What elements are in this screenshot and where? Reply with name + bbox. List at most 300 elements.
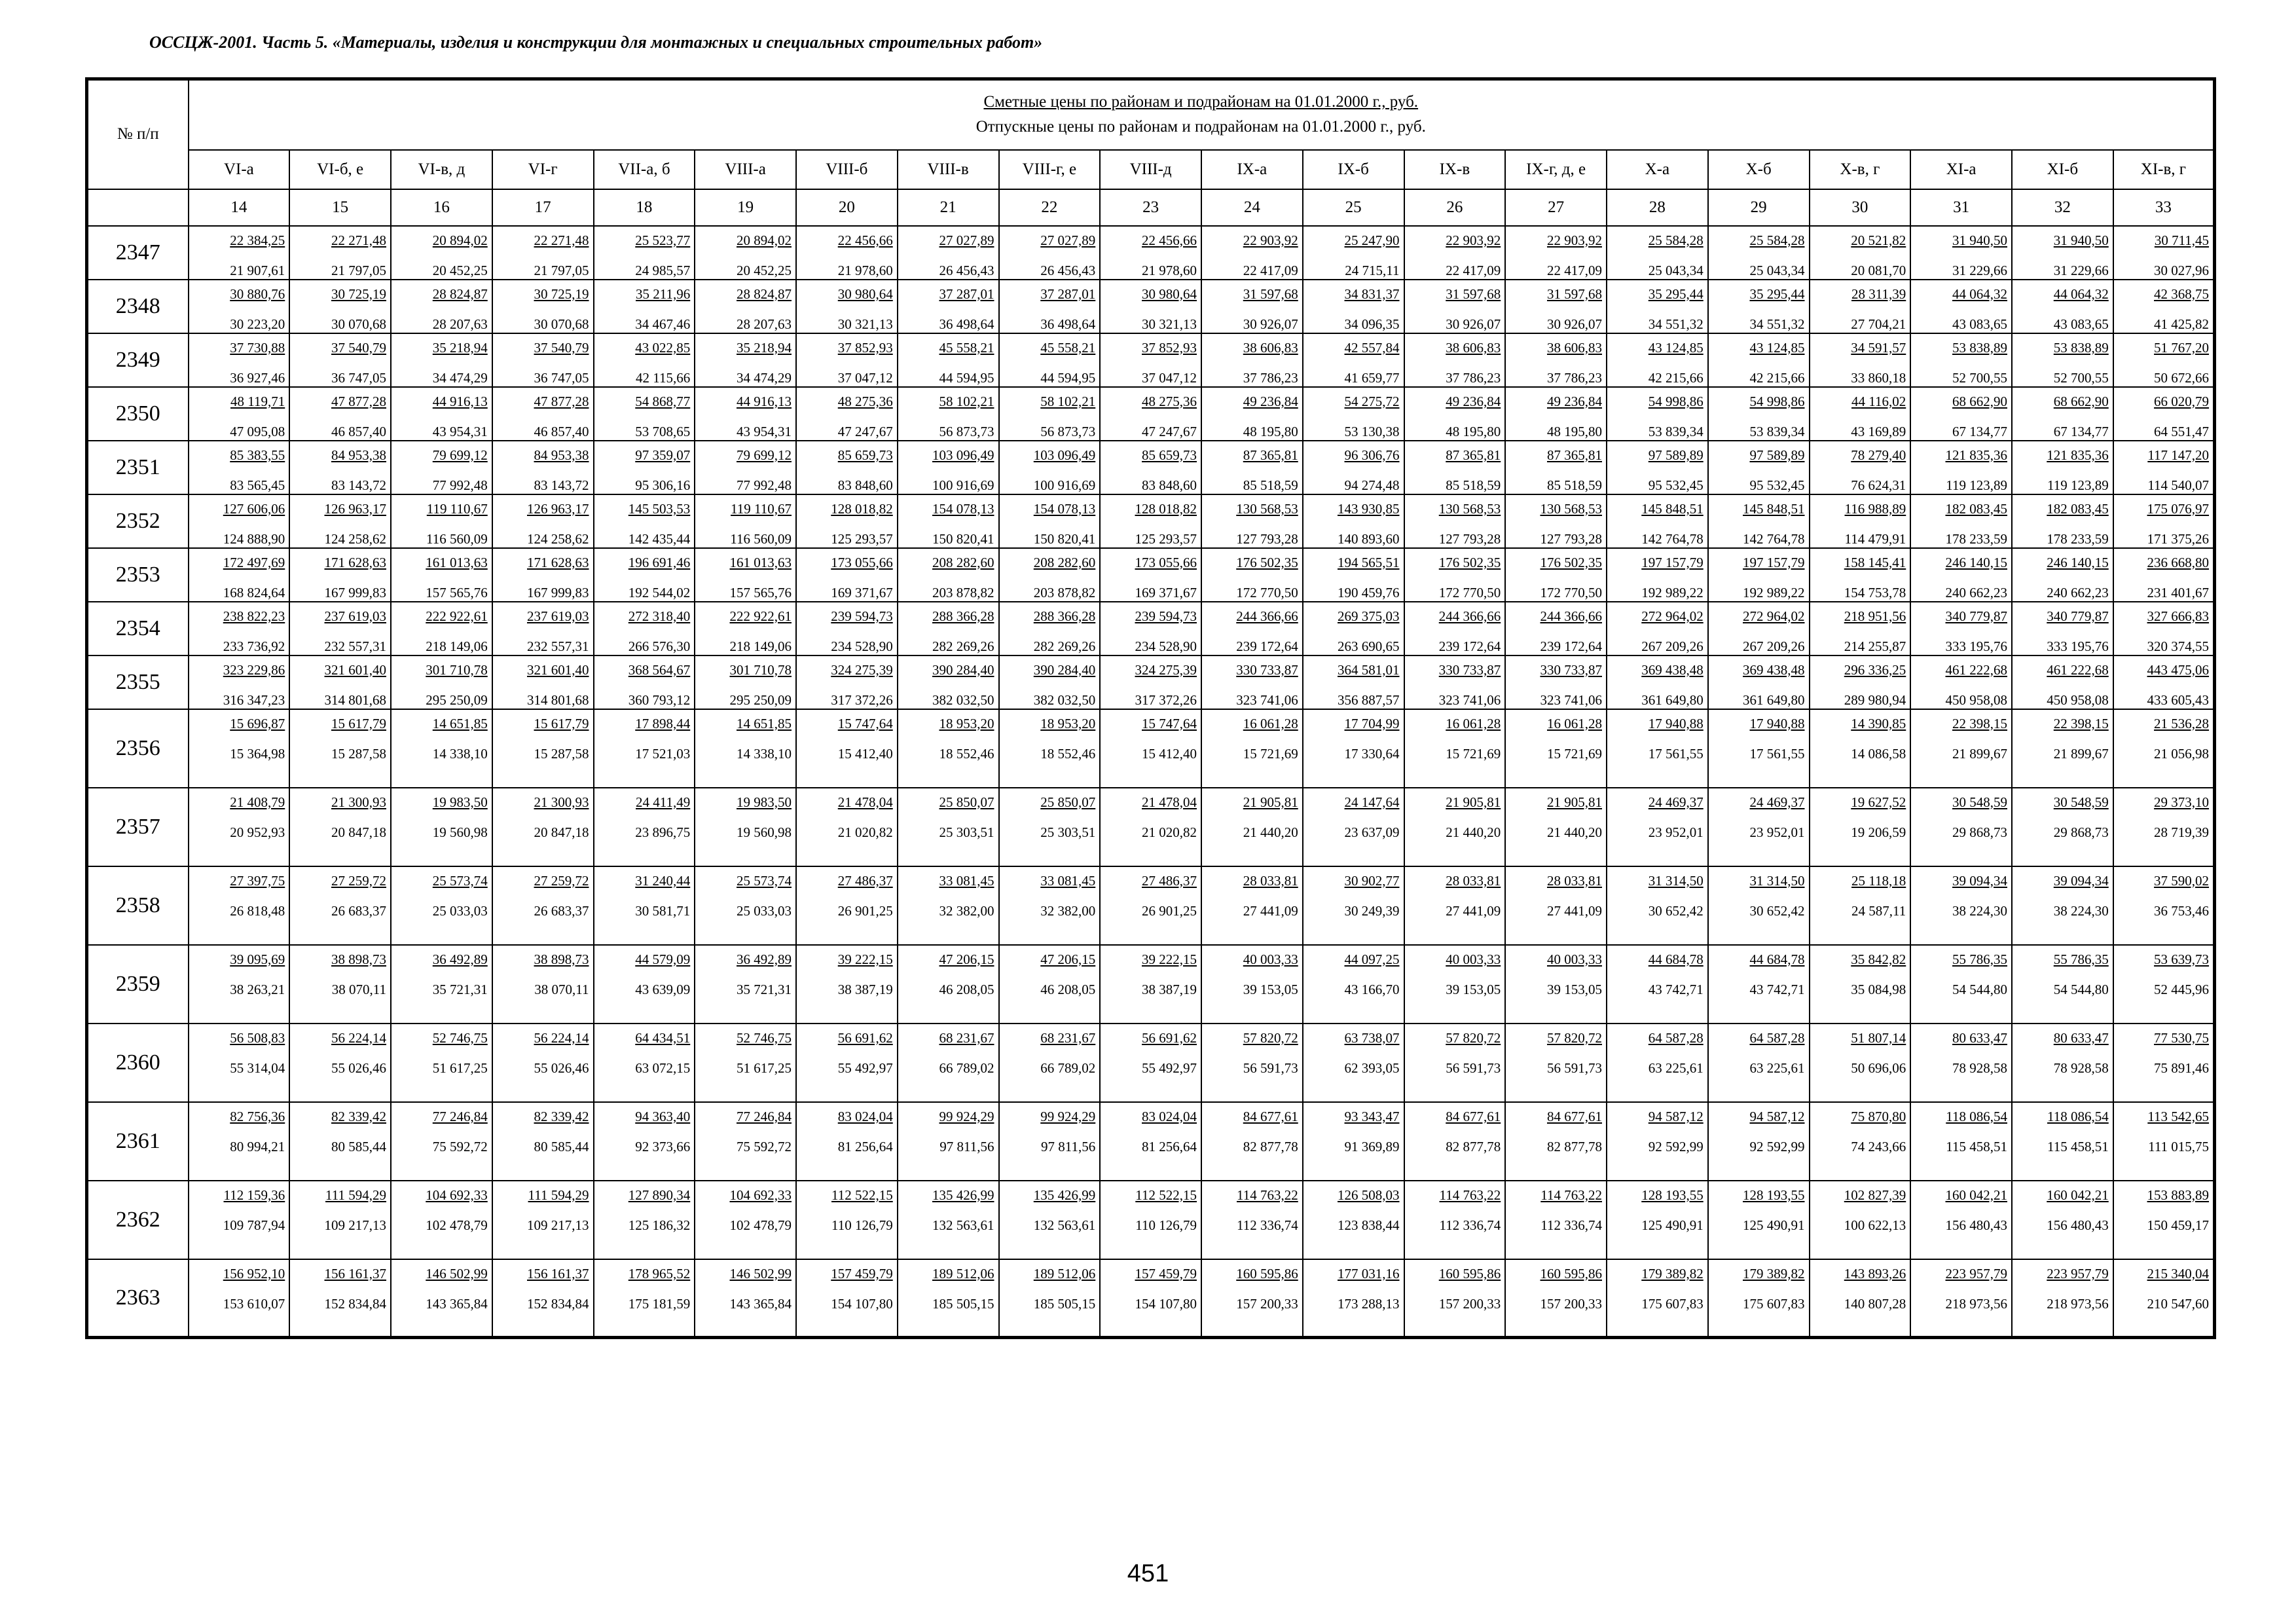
price-cell <box>2113 709 2215 788</box>
price-cell <box>1708 1181 1810 1259</box>
price-cell <box>1303 1024 1404 1102</box>
release-price: 15 412,40 <box>837 745 893 762</box>
estimate-price: 20 521,82 <box>1851 232 1906 248</box>
estimate-price: 31 240,44 <box>635 872 691 889</box>
price-cell <box>695 548 796 602</box>
release-price: 30 249,39 <box>1344 902 1400 919</box>
title-row <box>87 79 2215 150</box>
price-cell <box>1201 1102 1303 1181</box>
release-price: 124 888,90 <box>223 530 285 547</box>
price-cell <box>1810 333 1911 387</box>
estimate-price: 77 246,84 <box>432 1108 488 1124</box>
price-cell <box>1505 866 1607 945</box>
release-price: 43 742,71 <box>1648 981 1704 997</box>
price-cell <box>1607 945 1708 1024</box>
price-cell <box>1303 602 1404 655</box>
estimate-price: 160 595,86 <box>1438 1265 1501 1282</box>
release-price: 175 607,83 <box>1743 1295 1805 1312</box>
release-price: 23 952,01 <box>1749 824 1805 840</box>
column-number-blank <box>87 189 189 226</box>
price-cell <box>594 709 695 788</box>
estimate-price: 18 953,20 <box>1040 715 1096 731</box>
release-price: 157 565,76 <box>426 584 488 600</box>
release-price: 142 764,78 <box>1743 530 1805 547</box>
estimate-price: 22 903,92 <box>1446 232 1501 248</box>
district-header: VIII-г, е <box>999 150 1101 189</box>
price-cell <box>1404 333 1506 387</box>
release-price: 92 592,99 <box>1648 1138 1704 1154</box>
release-price: 127 793,28 <box>1438 530 1501 547</box>
release-price: 37 047,12 <box>837 369 893 386</box>
column-number: 24 <box>1201 189 1303 226</box>
estimate-price: 143 930,85 <box>1338 500 1400 517</box>
release-price: 15 412,40 <box>1142 745 1197 762</box>
estimate-price: 161 013,63 <box>729 554 792 570</box>
price-cell <box>1303 1181 1404 1259</box>
estimate-price: 296 336,25 <box>1844 661 1906 678</box>
price-cell <box>189 494 290 548</box>
estimate-price: 197 157,79 <box>1641 554 1704 570</box>
estimate-price: 44 916,13 <box>432 393 488 409</box>
price-cell <box>1810 226 1911 280</box>
price-cell <box>1910 226 2012 280</box>
estimate-price: 64 587,28 <box>1648 1029 1704 1046</box>
estimate-price: 22 398,15 <box>1952 715 2007 731</box>
release-price: 21 907,61 <box>230 262 285 278</box>
estimate-price: 27 259,72 <box>534 872 589 889</box>
estimate-price: 130 568,53 <box>1236 500 1298 517</box>
price-cell <box>796 602 898 655</box>
document-header: ОССЦЖ-2001. Часть 5. «Материалы, изделия и конструкции для монтажных и специальных строительных работ» <box>149 33 1043 52</box>
release-price: 178 233,59 <box>1945 530 2007 547</box>
estimate-price: 80 633,47 <box>2053 1029 2109 1046</box>
release-price: 46 857,40 <box>331 423 386 439</box>
estimate-price: 126 963,17 <box>527 500 589 517</box>
estimate-price: 31 597,68 <box>1446 286 1501 302</box>
release-price: 38 224,30 <box>1952 902 2007 919</box>
estimate-price: 21 300,93 <box>331 794 386 810</box>
release-price: 192 989,22 <box>1743 584 1805 600</box>
price-cell <box>1100 1259 1201 1338</box>
price-cell <box>2113 333 2215 387</box>
release-price: 38 070,11 <box>331 981 386 997</box>
estimate-price: 113 542,65 <box>2147 1108 2210 1124</box>
price-cell <box>189 709 290 788</box>
release-price: 15 364,98 <box>230 745 285 762</box>
price-cell <box>695 494 796 548</box>
release-price: 100 916,69 <box>1033 477 1096 493</box>
column-number: 16 <box>391 189 492 226</box>
release-price: 172 770,50 <box>1236 584 1298 600</box>
release-price: 19 560,98 <box>432 824 488 840</box>
estimate-price: 97 589,89 <box>1749 447 1805 463</box>
estimate-price: 83 024,04 <box>837 1108 893 1124</box>
estimate-price: 22 271,48 <box>534 232 589 248</box>
estimate-price: 53 838,89 <box>1952 339 2007 356</box>
price-cell <box>1910 1024 2012 1102</box>
estimate-price: 56 691,62 <box>1142 1029 1197 1046</box>
release-price: 169 371,67 <box>831 584 893 600</box>
release-price: 36 753,46 <box>2154 902 2210 919</box>
column-number: 25 <box>1303 189 1404 226</box>
table-row <box>87 387 2215 441</box>
price-cell <box>289 226 391 280</box>
price-cell <box>594 655 695 709</box>
estimate-price: 103 096,49 <box>1033 447 1096 463</box>
price-cell <box>189 548 290 602</box>
estimate-price: 27 027,89 <box>939 232 994 248</box>
estimate-price: 146 502,99 <box>729 1265 792 1282</box>
price-cell <box>189 1102 290 1181</box>
release-price: 35 721,31 <box>432 981 488 997</box>
estimate-price: 48 275,36 <box>837 393 893 409</box>
estimate-price: 58 102,21 <box>1040 393 1096 409</box>
estimate-price: 49 236,84 <box>1446 393 1501 409</box>
estimate-price: 21 478,04 <box>1142 794 1197 810</box>
estimate-price: 56 508,83 <box>230 1029 285 1046</box>
estimate-price: 25 850,07 <box>939 794 994 810</box>
price-cell <box>898 494 999 548</box>
release-price: 218 973,56 <box>2047 1295 2109 1312</box>
release-price: 82 877,78 <box>1243 1138 1298 1154</box>
estimate-price: 54 998,86 <box>1648 393 1704 409</box>
release-price: 97 811,56 <box>939 1138 994 1154</box>
release-price: 124 258,62 <box>324 530 386 547</box>
estimate-price: 143 893,26 <box>1844 1265 1906 1282</box>
release-price: 66 789,02 <box>939 1060 994 1076</box>
release-price: 295 250,09 <box>426 692 488 708</box>
release-price: 47 247,67 <box>1142 423 1197 439</box>
price-cell <box>2012 602 2113 655</box>
estimate-price: 40 003,33 <box>1446 951 1501 967</box>
release-price: 52 700,55 <box>1952 369 2007 386</box>
estimate-price: 45 558,21 <box>1040 339 1096 356</box>
estimate-price: 53 838,89 <box>2053 339 2109 356</box>
price-cell <box>2113 387 2215 441</box>
price-cell <box>1505 1181 1607 1259</box>
estimate-price: 68 662,90 <box>1952 393 2007 409</box>
price-cell <box>796 226 898 280</box>
release-price: 178 233,59 <box>2047 530 2109 547</box>
price-cell <box>1404 709 1506 788</box>
estimate-price: 369 438,48 <box>1743 661 1805 678</box>
price-cell <box>594 602 695 655</box>
estimate-price: 30 902,77 <box>1344 872 1400 889</box>
release-price: 30 652,42 <box>1749 902 1805 919</box>
price-cell <box>2113 1259 2215 1338</box>
estimate-price: 239 594,73 <box>1135 608 1197 624</box>
price-cell <box>1201 387 1303 441</box>
price-cell <box>1505 548 1607 602</box>
release-price: 24 715,11 <box>1345 262 1400 278</box>
release-price: 323 741,06 <box>1438 692 1501 708</box>
price-cell <box>2012 441 2113 494</box>
price-cell <box>1100 1102 1201 1181</box>
price-cell <box>1201 280 1303 333</box>
estimate-price: 25 118,18 <box>1851 872 1906 889</box>
estimate-price: 52 746,75 <box>737 1029 792 1046</box>
price-cell <box>796 280 898 333</box>
price-cell <box>999 387 1101 441</box>
estimate-price: 31 940,50 <box>2053 232 2109 248</box>
estimate-price: 49 236,84 <box>1243 393 1298 409</box>
table-row <box>87 280 2215 333</box>
release-price: 63 225,61 <box>1648 1060 1704 1076</box>
release-price: 192 989,22 <box>1641 584 1704 600</box>
price-cell <box>1505 1259 1607 1338</box>
price-cell <box>999 1024 1101 1102</box>
estimate-price: 84 677,61 <box>1243 1108 1298 1124</box>
estimate-price: 175 076,97 <box>2147 500 2210 517</box>
price-cell <box>1708 655 1810 709</box>
estimate-price: 84 677,61 <box>1446 1108 1501 1124</box>
release-price: 169 371,67 <box>1135 584 1197 600</box>
release-price: 109 217,13 <box>324 1217 386 1233</box>
release-price: 140 807,28 <box>1844 1295 1906 1312</box>
release-price: 24 587,11 <box>1851 902 1906 919</box>
estimate-price: 244 366,66 <box>1540 608 1602 624</box>
row-number: 2349 <box>87 333 189 387</box>
release-price: 317 372,26 <box>1135 692 1197 708</box>
estimate-price: 44 064,32 <box>1952 286 2007 302</box>
estimate-price: 118 086,54 <box>2047 1108 2109 1124</box>
release-price: 83 143,72 <box>534 477 589 493</box>
price-cell <box>1708 1102 1810 1181</box>
estimate-price: 369 438,48 <box>1641 661 1704 678</box>
release-price: 239 172,64 <box>1438 638 1501 654</box>
price-cell <box>492 1102 594 1181</box>
price-cell <box>2113 548 2215 602</box>
price-cell <box>1201 1024 1303 1102</box>
price-cell <box>189 333 290 387</box>
estimate-price: 27 486,37 <box>1142 872 1197 889</box>
price-cell <box>1303 548 1404 602</box>
release-price: 85 518,59 <box>1446 477 1501 493</box>
release-price: 157 565,76 <box>729 584 792 600</box>
price-cell <box>391 655 492 709</box>
release-price: 67 134,77 <box>1952 423 2007 439</box>
release-price: 56 873,73 <box>939 423 994 439</box>
estimate-price: 218 951,56 <box>1844 608 1906 624</box>
estimate-price: 83 024,04 <box>1142 1108 1197 1124</box>
column-number: 27 <box>1505 189 1607 226</box>
estimate-price: 28 824,87 <box>432 286 488 302</box>
price-cell <box>695 1102 796 1181</box>
release-price: 295 250,09 <box>729 692 792 708</box>
release-price: 15 721,69 <box>1243 745 1298 762</box>
release-price: 24 985,57 <box>635 262 691 278</box>
estimate-price: 37 730,88 <box>230 339 285 356</box>
price-cell <box>289 655 391 709</box>
release-price: 19 560,98 <box>737 824 792 840</box>
release-price: 27 441,09 <box>1547 902 1602 919</box>
price-cell <box>492 945 594 1024</box>
price-cell <box>796 1024 898 1102</box>
release-price: 218 149,06 <box>729 638 792 654</box>
estimate-price: 49 236,84 <box>1547 393 1602 409</box>
price-cell <box>391 1259 492 1338</box>
release-price: 14 086,58 <box>1851 745 1906 762</box>
estimate-price: 39 222,15 <box>1142 951 1197 967</box>
price-cell <box>1100 387 1201 441</box>
estimate-price: 44 097,25 <box>1344 951 1400 967</box>
release-price: 77 992,48 <box>737 477 792 493</box>
release-price: 25 033,03 <box>432 902 488 919</box>
price-cell <box>1810 441 1911 494</box>
price-cell <box>1708 280 1810 333</box>
price-cell <box>1810 709 1911 788</box>
release-price: 110 126,79 <box>1135 1217 1197 1233</box>
estimate-price: 82 756,36 <box>230 1108 285 1124</box>
price-cell <box>492 709 594 788</box>
release-price: 282 269,26 <box>1033 638 1096 654</box>
release-price: 21 056,98 <box>2154 745 2210 762</box>
row-number-header: № п/п <box>87 79 189 189</box>
price-cell <box>1910 280 2012 333</box>
release-price: 20 847,18 <box>331 824 386 840</box>
price-cell <box>189 1181 290 1259</box>
estimate-price: 288 366,28 <box>1033 608 1096 624</box>
estimate-price: 21 905,81 <box>1446 794 1501 810</box>
estimate-price: 40 003,33 <box>1243 951 1298 967</box>
estimate-price: 244 366,66 <box>1236 608 1298 624</box>
release-price: 21 020,82 <box>837 824 893 840</box>
district-header: IX-а <box>1201 150 1303 189</box>
estimate-price: 127 606,06 <box>223 500 285 517</box>
price-cell <box>1708 866 1810 945</box>
column-number: 14 <box>189 189 290 226</box>
price-cell <box>1100 1024 1201 1102</box>
release-price: 282 269,26 <box>932 638 994 654</box>
release-price: 42 215,66 <box>1648 369 1704 386</box>
price-cell <box>492 226 594 280</box>
estimate-price: 246 140,15 <box>2047 554 2109 570</box>
release-price: 31 229,66 <box>1952 262 2007 278</box>
price-cell <box>391 441 492 494</box>
district-header: VII-а, б <box>594 150 695 189</box>
price-cell <box>2113 655 2215 709</box>
release-price: 20 952,93 <box>230 824 285 840</box>
price-cell <box>1100 945 1201 1024</box>
table-row <box>87 1259 2215 1338</box>
estimate-price: 197 157,79 <box>1743 554 1805 570</box>
estimate-price: 37 590,02 <box>2154 872 2210 889</box>
estimate-price: 104 692,33 <box>426 1187 488 1203</box>
estimate-price: 37 852,93 <box>837 339 893 356</box>
release-price: 30 070,68 <box>534 316 589 332</box>
district-header: X-а <box>1607 150 1708 189</box>
price-cell <box>999 866 1101 945</box>
price-cell <box>492 1259 594 1338</box>
price-cell <box>695 945 796 1024</box>
estimate-price: 44 916,13 <box>737 393 792 409</box>
release-price: 127 793,28 <box>1236 530 1298 547</box>
table-row <box>87 709 2215 788</box>
price-cell <box>1505 709 1607 788</box>
estimate-price: 57 820,72 <box>1547 1029 1602 1046</box>
estimate-price: 47 206,15 <box>1040 951 1096 967</box>
estimate-price: 66 020,79 <box>2154 393 2210 409</box>
price-cell <box>1910 387 2012 441</box>
price-cell <box>1810 602 1911 655</box>
estimate-price: 55 786,35 <box>1952 951 2007 967</box>
estimate-price: 94 587,12 <box>1648 1108 1704 1124</box>
price-cell <box>1201 226 1303 280</box>
price-cell <box>1404 1024 1506 1102</box>
release-price: 34 474,29 <box>737 369 792 386</box>
release-price: 111 015,75 <box>2148 1138 2210 1154</box>
price-cell <box>1404 441 1506 494</box>
release-price: 140 893,60 <box>1338 530 1400 547</box>
price-cell <box>189 1024 290 1102</box>
release-price: 263 690,65 <box>1338 638 1400 654</box>
release-price: 15 287,58 <box>331 745 386 762</box>
column-number: 21 <box>898 189 999 226</box>
release-price: 83 848,60 <box>837 477 893 493</box>
estimate-price: 47 877,28 <box>534 393 589 409</box>
price-cell <box>1303 709 1404 788</box>
price-cell <box>1404 655 1506 709</box>
price-cell <box>695 226 796 280</box>
estimate-price: 31 314,50 <box>1749 872 1805 889</box>
release-price: 18 552,46 <box>939 745 994 762</box>
release-price: 34 474,29 <box>432 369 488 386</box>
estimate-price: 44 579,09 <box>635 951 691 967</box>
price-cell <box>1708 1024 1810 1102</box>
estimate-price: 177 031,16 <box>1338 1265 1400 1282</box>
release-price: 14 338,10 <box>737 745 792 762</box>
release-price: 30 652,42 <box>1648 902 1704 919</box>
release-price: 43 954,31 <box>432 423 488 439</box>
price-cell <box>2012 1102 2113 1181</box>
estimate-price: 117 147,20 <box>2147 447 2210 463</box>
release-price: 26 901,25 <box>1142 902 1197 919</box>
estimate-price: 57 820,72 <box>1446 1029 1501 1046</box>
release-price: 239 172,64 <box>1540 638 1602 654</box>
estimate-price: 52 746,75 <box>432 1029 488 1046</box>
price-cell <box>695 709 796 788</box>
price-cell <box>391 709 492 788</box>
estimate-price: 194 565,51 <box>1338 554 1400 570</box>
estimate-price: 196 691,46 <box>628 554 691 570</box>
estimate-price: 37 540,79 <box>534 339 589 356</box>
row-number: 2353 <box>87 548 189 602</box>
estimate-price: 111 594,29 <box>528 1187 589 1203</box>
estimate-price: 22 456,66 <box>1142 232 1197 248</box>
price-cell <box>492 548 594 602</box>
release-price: 203 878,82 <box>1033 584 1096 600</box>
district-header: XI-в, г <box>2113 150 2215 189</box>
price-cell <box>898 1181 999 1259</box>
release-price: 153 610,07 <box>223 1295 285 1312</box>
estimate-price: 135 426,99 <box>1033 1187 1096 1203</box>
release-price: 233 736,92 <box>223 638 285 654</box>
estimate-price: 97 359,07 <box>635 447 691 463</box>
price-cell <box>391 945 492 1024</box>
release-price: 125 186,32 <box>628 1217 691 1233</box>
price-cell <box>796 1102 898 1181</box>
price-cell <box>289 1102 391 1181</box>
release-price: 43 169,89 <box>1851 423 1906 439</box>
price-cell <box>1201 788 1303 866</box>
estimate-price: 96 306,76 <box>1344 447 1400 463</box>
release-price: 115 458,51 <box>2047 1138 2109 1154</box>
release-price: 74 243,66 <box>1851 1138 1906 1154</box>
release-price: 382 032,50 <box>932 692 994 708</box>
estimate-price: 119 110,67 <box>731 500 792 517</box>
estimate-price: 31 597,68 <box>1547 286 1602 302</box>
release-price: 167 999,83 <box>324 584 386 600</box>
